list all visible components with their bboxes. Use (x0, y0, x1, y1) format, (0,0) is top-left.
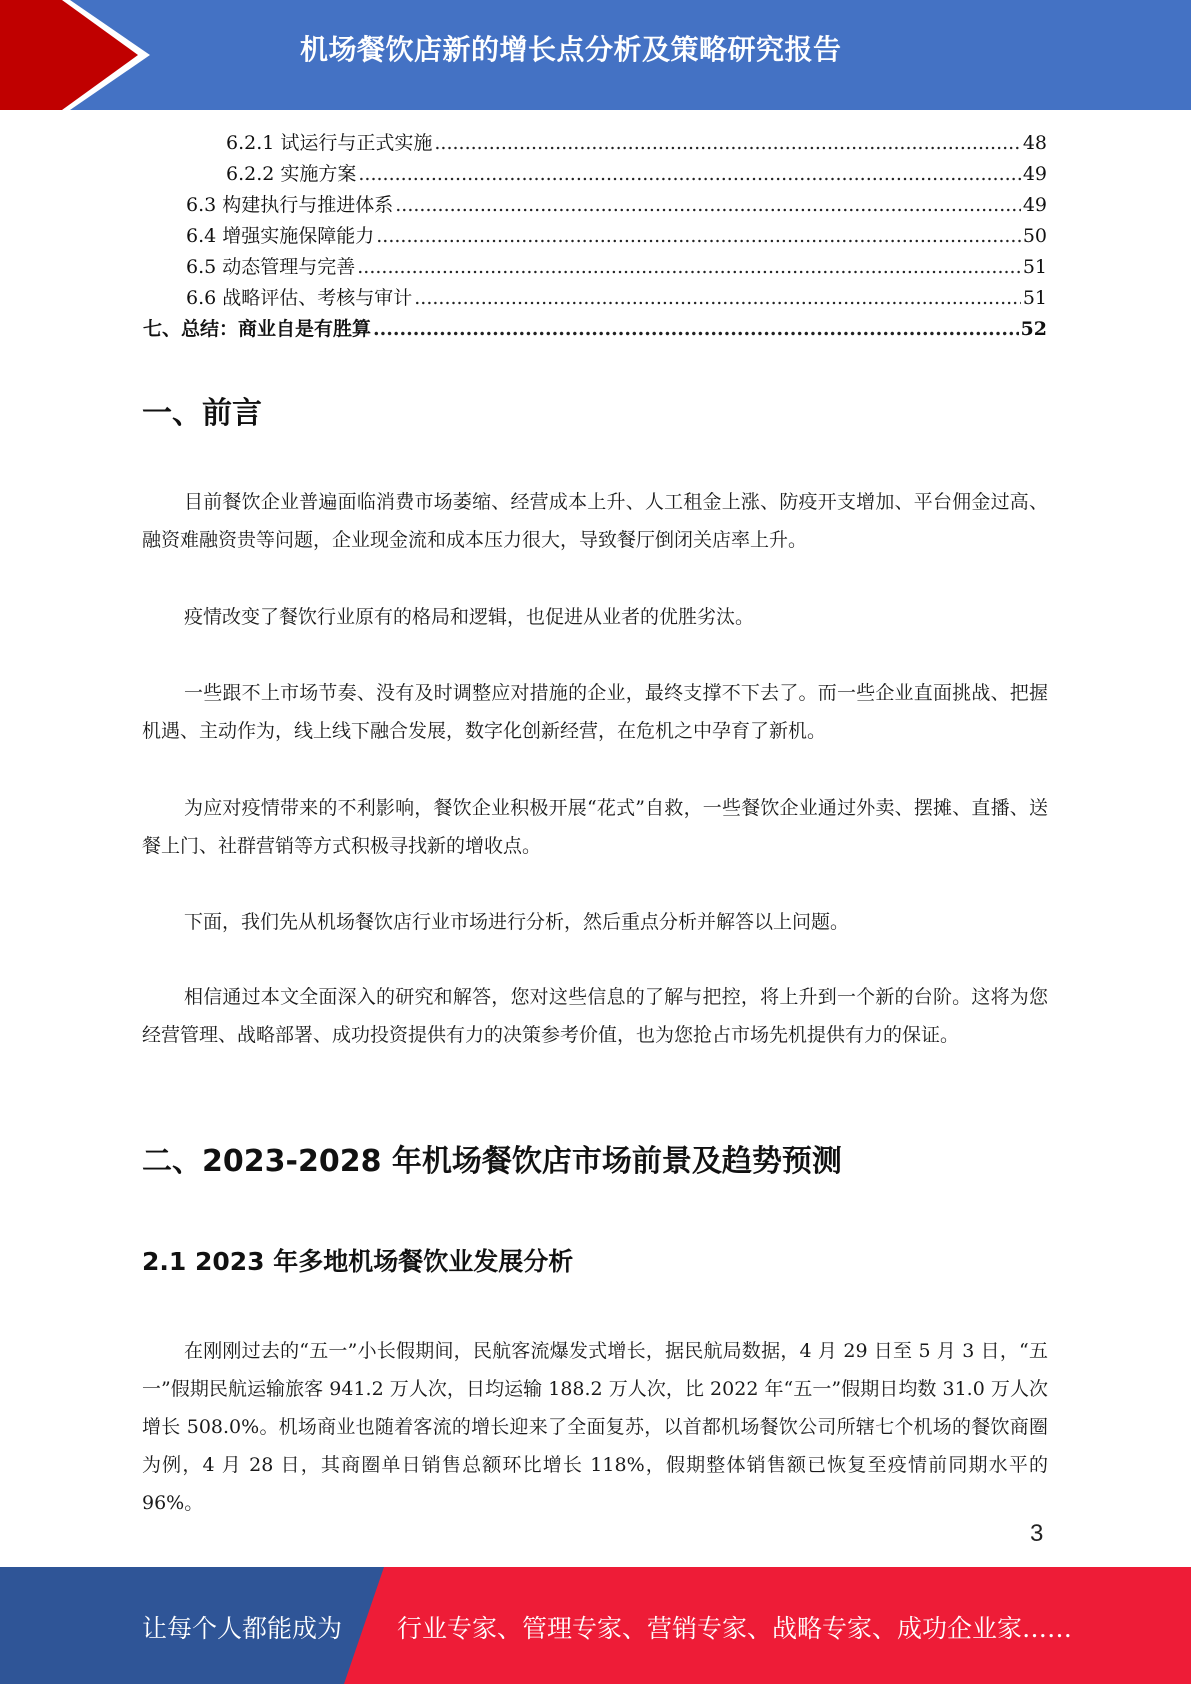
footer-band (0, 1567, 1191, 1684)
toc-entry[interactable] (186, 253, 1047, 281)
toc-entry[interactable] (226, 160, 1047, 188)
toc-entry-text: 6.6 战略评估、考核与审计 (186, 287, 413, 309)
toc-entry-text: 6.2.2 实施方案 (226, 163, 357, 185)
toc-entry-chapter[interactable] (143, 315, 1047, 343)
footer-slogan-left: 让每个人都能成为 (142, 1614, 343, 1643)
page-number: 3 (1030, 1520, 1044, 1547)
toc-entry-text: 6.5 动态管理与完善 (186, 256, 356, 278)
paragraph: 目前餐饮企业普遍面临消费市场萎缩、经营成本上升、人工租金上涨、防疫开支增加、平台佣金过高、融资难融资贵等问题，企业现金流和成本压力很大，导致餐厅倒闭关店率上升。 (142, 491, 1048, 551)
footer-slogan-right: 行业专家、管理专家、营销专家、战略专家、成功企业家…… (397, 1614, 1073, 1643)
paragraph: 一些跟不上市场节奏、没有及时调整应对措施的企业，最终支撑不下去了。而一些企业直面挑战、把握机遇、主动作为，线上线下融合发展，数字化创新经营，在危机之中孕育了新机。 (142, 682, 1048, 742)
toc-entry-page: 51 (1022, 287, 1047, 309)
toc-leader-dots (395, 191, 1021, 219)
report-title: 机场餐饮店新的增长点分析及策略研究报告 (300, 33, 842, 66)
toc-entry-text: 七、总结：商业自是有胜算 (143, 318, 372, 340)
paragraph: 下面，我们先从机场餐饮店行业市场进行分析，然后重点分析并解答以上问题。 (184, 911, 850, 933)
paragraph: 相信通过本文全面深入的研究和解答，您对这些信息的了解与把控，将上升到一个新的台阶。这将为您经营管理、战略部署、成功投资提供有力的决策参考价值，也为您抢占市场先机提供有力的保证。 (142, 986, 1048, 1046)
toc-leader-dots (357, 253, 1021, 281)
paragraph: 在刚刚过去的“五一”小长假期间，民航客流爆发式增长，据民航局数据，4 月 29 日至 5 月 3 日，“五一”假期民航运输旅客 941.2 万人次，日均运输 188.2 万人次，比 2022 年“五一”假期日均数 31.0 万人次增长 508.0%。机场商业也随着客流的增长迎来了全面复苏，以首都机场餐饮公司所辖七个机场的餐饮商圈为例，4 月 28 日，其商圈单日销售总额环比增长 118%，假期整体销售额已恢复至疫情前同期水平的 96%。 (142, 1340, 1048, 1514)
toc-entry-page: 51 (1022, 256, 1047, 278)
toc-entry-text: 6.3 构建执行与推进体系 (186, 194, 394, 216)
toc-entry-text: 6.2.1 试运行与正式实施 (226, 132, 433, 154)
toc-entry-page: 52 (1020, 318, 1047, 340)
section-heading-market-outlook: 二、2023-2028 年机场餐饮店市场前景及趋势预测 (142, 1144, 842, 1179)
toc-entry-page: 48 (1022, 132, 1047, 154)
toc-leader-dots (376, 222, 1021, 250)
header-band (0, 0, 1191, 110)
section-heading-preface: 一、前言 (142, 396, 262, 431)
toc-leader-dots (434, 129, 1020, 157)
toc-leader-dots (358, 160, 1020, 188)
toc-leader-dots (373, 315, 1019, 343)
header-chevron-decoration (0, 0, 160, 110)
toc-entry-page: 49 (1022, 194, 1047, 216)
toc-leader-dots (414, 284, 1021, 312)
toc-entry-page: 49 (1022, 163, 1047, 185)
paragraph: 为应对疫情带来的不利影响，餐饮企业积极开展“花式”自救，一些餐饮企业通过外卖、摆摊、直播、送餐上门、社群营销等方式积极寻找新的增收点。 (142, 797, 1048, 857)
toc-entry[interactable] (226, 129, 1047, 157)
toc-entry[interactable] (186, 222, 1047, 250)
paragraph: 疫情改变了餐饮行业原有的格局和逻辑，也促进从业者的优胜劣汰。 (184, 606, 755, 628)
toc-entry[interactable] (186, 284, 1047, 312)
toc-entry-text: 6.4 增强实施保障能力 (186, 225, 375, 247)
subsection-heading: 2.1 2023 年多地机场餐饮业发展分析 (142, 1247, 574, 1276)
toc-entry-page: 50 (1022, 225, 1047, 247)
toc-entry[interactable] (186, 191, 1047, 219)
